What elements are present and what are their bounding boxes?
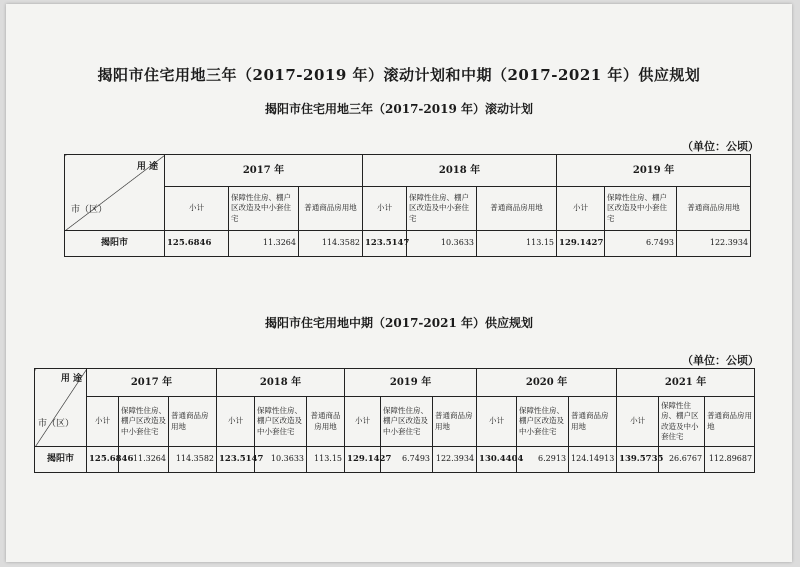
col-commercial: 普通商品房用地 [569,397,617,447]
year-header: 2019 年 [557,155,751,187]
corner-header-cell [35,369,87,447]
corner-use-label: 用 途 [136,162,158,172]
year-header: 2018 年 [217,369,345,397]
col-commercial: 普通商品房用地 [307,397,345,447]
year-header: 2019 年 [345,369,477,397]
section1-table [64,154,751,257]
value-cell: 11.3264 [229,231,299,257]
corner-area-label: 市（区） [38,418,75,429]
col-subtotal: 小计 [477,397,517,447]
value-cell: 129.1427 [557,231,605,257]
value-cell: 125.6846 [87,447,119,473]
col-commercial: 普通商品房用地 [705,397,755,447]
col-subtotal: 小计 [345,397,381,447]
value-cell: 6.7493 [381,447,433,473]
value-cell: 129.1427 [345,447,381,473]
corner-area-label: 市（区） [71,204,108,215]
col-affordable: 保障性住房、棚户区改造及中小套住宅 [659,397,705,447]
col-subtotal: 小计 [557,187,605,231]
value-cell: 124.14913 [569,447,617,473]
section1-title: 揭阳市住宅用地三年（2017-2019 年）滚动计划 [265,102,533,116]
col-affordable: 保障性住房、棚户区改造及中小套住宅 [381,397,433,447]
col-subtotal: 小计 [165,187,229,231]
col-commercial: 普通商品房用地 [477,187,557,231]
value-cell: 122.3934 [677,231,751,257]
document-page [6,4,792,562]
value-cell: 112.89687 [705,447,755,473]
value-cell: 123.5147 [363,231,407,257]
value-cell: 10.3633 [255,447,307,473]
value-cell: 113.15 [307,447,345,473]
section1-unit: （单位：公顷） [682,140,759,153]
main-title: 揭阳市住宅用地三年（2017-2019 年）滚动计划和中期（2017-2021 年）供应规划 [97,66,701,84]
value-cell: 114.3582 [169,447,217,473]
value-cell: 130.4404 [477,447,517,473]
section2-unit: （单位：公顷） [682,354,759,367]
corner-use-label: 用 途 [60,374,82,384]
value-cell: 6.2913 [517,447,569,473]
year-header: 2020 年 [477,369,617,397]
col-commercial: 普通商品房用地 [677,187,751,231]
value-cell: 125.6846 [165,231,229,257]
col-subtotal: 小计 [363,187,407,231]
city-cell: 揭阳市 [65,231,165,257]
value-cell: 11.3264 [119,447,169,473]
col-affordable: 保障性住房、棚户区改造及中小套住宅 [255,397,307,447]
year-header: 2017 年 [165,155,363,187]
col-subtotal: 小计 [217,397,255,447]
value-cell: 123.5147 [217,447,255,473]
table-row [65,231,751,257]
col-affordable: 保障性住房、棚户区改造及中小套住宅 [407,187,477,231]
value-cell: 114.3582 [299,231,363,257]
section2-title: 揭阳市住宅用地中期（2017-2021 年）供应规划 [265,316,533,330]
year-header: 2017 年 [87,369,217,397]
value-cell: 122.3934 [433,447,477,473]
col-subtotal: 小计 [87,397,119,447]
section2-table [34,368,755,473]
value-cell: 26.6767 [659,447,705,473]
value-cell: 139.5735 [617,447,659,473]
col-affordable: 保障性住房、棚户区改造及中小套住宅 [517,397,569,447]
city-cell: 揭阳市 [35,447,87,473]
col-affordable: 保障性住房、棚户区改造及中小套住宅 [119,397,169,447]
col-subtotal: 小计 [617,397,659,447]
col-affordable: 保障性住房、棚户区改造及中小套住宅 [229,187,299,231]
value-cell: 113.15 [477,231,557,257]
col-commercial: 普通商品房用地 [299,187,363,231]
corner-header-cell [65,155,165,231]
col-commercial: 普通商品房用地 [433,397,477,447]
col-commercial: 普通商品房用地 [169,397,217,447]
year-header: 2018 年 [363,155,557,187]
table-row [35,447,755,473]
col-affordable: 保障性住房、棚户区改造及中小套住宅 [605,187,677,231]
value-cell: 10.3633 [407,231,477,257]
year-header: 2021 年 [617,369,755,397]
value-cell: 6.7493 [605,231,677,257]
